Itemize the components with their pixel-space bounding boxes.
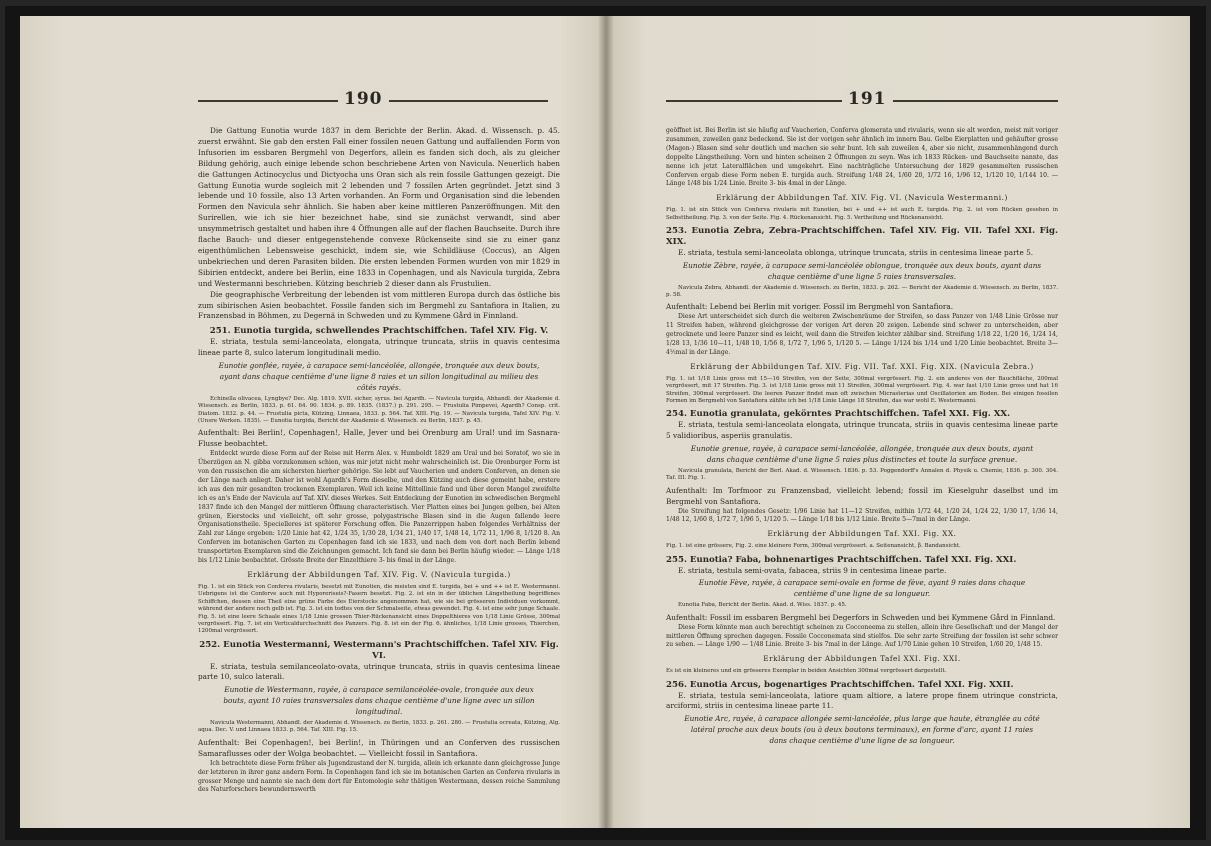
figure-explanation-heading: Erklärung der Abbildungen Taf. XIV. Fig. VII. Taf. XXI. Fig. XIX. (Navicula Zebra.) (690, 361, 1034, 371)
french-diagnosis: Eunotie de Westermann, rayée, à carapace semilancéolée-ovale, tronquée aux deux bouts, ayant 10 raies transversales dans chaque centième d'une ligne avec un sillon longitudinal. (223, 685, 535, 717)
section-heading: 251. Eunotia turgida, schwellendes Prachtschiffchen. Tafel XIV. Fig. V. (209, 326, 549, 337)
french-diagnosis: Eunotie gonflée, rayée, à carapace semi-lancéolée, allongée, tronquée aux deux bouts, ayant dans chaque centième d'une ligne 8 raies et un sillon longitudinal au milieu des côtés rayés. (218, 361, 540, 392)
habitat: Aufenthalt: Lebend bei Berlin mit voriger. Fossil im Bergmehl von Santafiora. (666, 302, 954, 312)
section-heading: 254. Eunotia granulata, gekörntes Prachtschiffchen. Tafel XXI. Fig. XX. (666, 409, 1011, 420)
diagnosis: E. striata, testula semi-ovata, fabacea, striis 9 in centesima lineae parte. (678, 565, 947, 575)
book-gutter (598, 16, 614, 828)
section-heading: 255. Eunotia? Faba, bohnenartiges Prachtschiffchen. Tafel XXI. Fig. XXI. (666, 554, 1017, 565)
figure-explanation: Fig. 1. ist ein Stück von Conferva rivularis, besetzt mit Eunotien, die meisten sind E. turgida, bei + und ++ ist E. Westermanni. Uebrigens ist die Conferve auch mit Hyporeriseis?-Fasern besetzt. Fig. 2. ist ein in der üblichen Längstheilung begriffenes Schiffchen, dessen eine Theil eine grüne Farbe des Eierstocks angenommen hat, wie sie bei grösseren Individuen vorkommt, während der andere noch gelb ist. Fig. 3. ist ein todtes von der Schmalseite, etwas gewendet. Fig. 4. ist eine sehr junge Schaale. Fig. 5. ist eine leere Schaale eines 1/18 Linie grossen Thier-Rückenansicht eines Doppelthieres von 1/18 Linie Grösse, 300mal vergrössert. Fig. 7. ist ein Verticaldurchschnitt des Panzers. Fig. 8. ist ein der Fig. 6. ähnliches, 1/18 Linie grosses, Thierchen, 1200mal vergrössert. (198, 583, 560, 635)
habitat: Aufenthalt: Bei Copenhagen!, bei Berlin!, in Thüringen und an Conferven des russischen Samaraflusses oder der Wolga beobachtet. — Vielleicht fossil in Santafiora. (198, 737, 560, 758)
french-diagnosis: Eunotie grenue, rayée, à carapace semi-lancéolée, allongée, tronquée aux deux bouts, ayant dans chaque centième d'une ligne 5 raies plus distinctes et toute la surface grenue. (690, 444, 1034, 464)
french-diagnosis: Eunotie Fève, rayée, à carapace semi-ovale en forme de fève, ayant 9 raies dans chaque centième d'une ligne de sa longueur. (698, 578, 1026, 599)
distribution-paragraph: Die geographische Verbreitung der lebenden ist vom mittleren Europa durch das östliche bis zum sibirischen Asien beobachtet. Fossile fanden sich im Bergmehl zu Santafiora in Italien, zu Franzensbad in Böhmen, zu Degernä in Schweden und zu Kymmene Gård in Finnland. (198, 289, 560, 321)
figure-explanation: Es ist ein kleineres und ein grösseres Exemplar in beiden Ansichten 300mal vergrössert dargestellt. (666, 668, 947, 675)
left-page (20, 16, 606, 828)
figure-explanation-heading: Erklärung der Abbildungen Taf. XIV. Fig. VI. (Navicula Westermanni.) (716, 193, 1008, 203)
figure-explanation: Fig. 1. ist eine grössere, Fig. 2. eine kleinere Form, 300mal vergrössert. a. Seitenansicht, β. Bandansicht. (666, 543, 961, 550)
description: Die Streifung hat folgendes Gesetz: 1/96 Linie hat 11—12 Streifen, mithin 1/72 44, 1/20 24, 1/24 22, 1/30 17, 1/36 14, 1/48 12, 1/60 8, 1/72 7, 1/96 5, 1/120 5. — Länge 1/18 bis 1/12 Linie. Breite 5—7mal in der Länge. (666, 507, 1058, 524)
page-header (606, 88, 1190, 110)
synonymy: Navicula Zebra, Abhandl. der Akademie d. Wissensch. zu Berlin, 1833. p. 262. — Bericht der Akademie d. Wissensch. zu Berlin, 1837. p. 58. (666, 284, 1058, 298)
diagnosis: E. striata, testula semi-lanceolata oblonga, utrinque truncata, striis in centesima lineae parte 5. (678, 247, 1034, 257)
continued-paragraph: geöffnet ist. Bei Berlin ist sie häufig auf Vaucherien, Conferva glomerata und rivularis, wenn sie alt werden, meist mit voriger zusammen, zuweilen ganz bedeckend. Sie ist der vorigen sehr ähnlich im innern Bau. Gelbe Eierplatten und gehäufter grosse (Magen-) Blasen sind sehr deutlich und machen sie sehr bunt. Ich sah zuweilen 4, aber sie nicht, zusammenhängend durch doppelte Längstheilung. Vorn und hinten scheinen 2 Öffnungen zu seyn. Was ich 1833 Rücken- und Bauchseite nannte, das nenne ich jetzt Lateralflächen und umgekehrt. Eine nachträgliche Untersuchung der 1829 gesammelten russischen Conferven ergab diese Form neben E. turgida auch. Streifung 1/48 24, 1/60 20, 1/72 16, 1/96 12, 1/120 10, 1/144 10. — Länge 1/48 bis 1/24 Linie. Breite 3- bis 4mal in der Länge. (666, 127, 1058, 188)
habitat: Aufenthalt: Bei Berlin!, Copenhagen!, Halle, Jever und bei Orenburg am Ural! und im Sasnara-Flusse beobachtet. (198, 428, 560, 449)
intro-paragraph: Die Gattung Eunotia wurde 1837 in dem Berichte der Berlin. Akad. d. Wissensch. p. 45. zuerst erwähnt. Sie gab den ersten Fall einer fossilen neuen Gattung und auffallenden Form von Infusorien im essbaren Bergmehl von Degerfors, allein es fanden sich doch, als zu gleicher Bildung gehörig, auch einige lebende schon beschriebene Arten von Navicula. Neuerlich haben die Gattungen Actinocyclus und Dictyocha uns Oran sich als rein fossile Gattungen gezeigt. Die Gattung Eunotia wurde sogleich mit 2 lebenden und 7 fossilen Arten gegründet. Jetzt sind 3 lebende und 10 fossile, also 13 Arten vorhanden. An Form und Organisation sind die lebenden Formen den Navicula sehr ähnlich. Sie haben aber keine mittleren Panzeröffnungen. Mit den Surirellen, wie ich sie hier bezeichnet habe, sind sie zunächst verwandt, sind aber unsymmetrisch gestaltet und haben ihre 4 Öffnungen alle auf der flachen Bauchseite. Durch ihre flache Bauch- und dieser entgegenstehende convexe Rückenseite sind sie zu einer ganz eigenthümlichen Lebensweise geschickt, indem sie, wie Schildläuse (Coccus), an Algen unbekriechen und deren Parasiten bilden. Die ersten lebenden Formen wurden von mir 1829 in Sibirien entdeckt, andere bei Berlin, eine 1833 in Copenhagen, und als Navicula turgida, Zebra und Westermanni beschrieben. Kützing beschrieb 2 dieser dann als Frustulien. (198, 126, 560, 288)
description: Entdeckt wurde diese Form auf der Reise mit Herrn Alex. v. Humboldt 1829 am Ural und bei Soratof, wo sie in Überzügen an N. gibba vorzukommen schien, was mir jetzt nicht mehr wahrscheinlich ist. Die Orenburger Form ist von den russischen die am sichersten hierher gehörige. Sie lebt auf Vaucherien und andern Conferven, an denen sie der Länge nach anliegt. Daher ist wohl Agardh's Form dieselbe, und den Kützing auch diese gemeint habe, erstere ich aus den mir gesandten trockenen Exemplaren. Weil ich keine Mittellinie fand und über deren Mangel zweifelte ich es an's Ende der Navicula auf Taf. XIV. dieses Werkes. Seit Entdeckung der Eunotien im schwedischen Bergmehl 1837 finde ich den Mangel der mittleren Öffnung characteristisch. Vier Platten eines bei Jungen gelben, bei Alten grünen, Eierstocks und vielleicht, oft sehr grosse, polygastrische Blasen sind in die Augen fallende leere Organisationstheile. Specielleres ist späterer Forschung offen. Die Panzerrippen haben folgendes Verhältniss der Zahl zur Länge ergeben: 1/20 Linie hat 42, 1/24 35, 1/30 28, 1/34 21, 1/40 17, 1/48 14, 1/72 11, 1/96 8, 1/120 8. An Conferven im botanischen Garten zu Copenhagen fand ich sie 1833, und nach dem von dort nach Berlin lebend transportirten Exemplaren sind die Zeichnungen gemacht. Ich fand sie dann bei Berlin häufig wieder. — Länge 1/18 bis 1/12 Linie beobachtet. Grösste Breite der Einzelthiere 3- bis 6mal in der Länge. (198, 450, 560, 565)
french-diagnosis: Eunotie Zèbre, rayée, à carapace semi-lancéolée oblongue, tronquée aux deux bouts, ayant dans chaque centième d'une ligne 5 raies transversales. (682, 260, 1042, 281)
description: Diese Form könnte man auch berechtigt scheinen zu Cocconeema zu stellen, allein ihre Gesellschaft und der Mangel der mittleren Öffnung sprechen dagegen. Fossile Cocconemata sind stielfos. Die sehr zarte Streifung der fossilen ist sehr schwer zu sehen. — Länge 1/90 — 1/48 Linie. Breite 3- bis 7mal in der Länge. Auf 1/70 Linie gehen 10 Streifen, 1/60 20, 1/48 15. (666, 623, 1058, 649)
figure-explanation: Fig. 1. ist ein Stück von Conferva rivularis mit Eunotien, bei + und ++ ist auch E. turgida. Fig. 2. ist vom Rücken gesehen in Selbsttheilung. Fig. 3. von der Seite. Fig. 4. Rückenansicht. Fig. 5. Vertheilung und Rückenansicht. (666, 207, 1058, 221)
synonymy: Echinella olivacea, Lyngbye? Dec. Alg. 1819. XVII. sicher, syrus. bei Agardh. — Navicula turgida, Abhandl. der Akademie d. Wissensch. zu Berlin, 1833. p. 61. 64. 90. 1834. p. 89. 1835. (1837.) p. 291. 295. — Frustulia Pimpevei, Agardh? Consp. crit. Diatom. 1832. p. 44. — Frustulia picta, Kützing, Linnaea, 1833. p. 564. Taf. XIII. Fig. 19. — Navicula turgida, Tafel XIV. Fig. V. (Unsre Werken. 1835). — Eunotia turgida, Bericht der Akademie d. Wissensch. zu Berlin, 1837. p. 45. (198, 395, 560, 424)
figure-explanation-heading: Erklärung der Abbildungen Tafel XXI. Fig. XXI. (763, 654, 961, 664)
diagnosis: E. striata, testula semilanceolato-ovata, utrinque truncata, striis in quavis centesima lineae parte 10, sulco laterali. (198, 661, 560, 682)
page-number: 190 (338, 88, 389, 110)
figure-explanation: Fig. 1. ist 1/18 Linie gross mit 15—16 Streifen, von der Seite, 300mal vergrössert. Fig. 2. ein anderes von der Bauchfläche, 200mal vergrössert, mit 17 Streifen. Fig. 3. ist 1/18 Linie gross mit 11 Streifen, 300mal vergrössert. Fig. 4. war fast 1/10 Linie gross und hat 16 Streifen, 300mal vergrössert. Die leeren Panzer findet man oft zwischen Micrasterias und Oscillatorien am Boden. Bei einigen fossilen Formen im Bergmehl von Santafiora zählte ich bei 1/18 Linie Länge 18 Streifen, das war wohl E. Westermanni. (666, 375, 1058, 404)
page-number: 191 (842, 88, 893, 110)
right-text-block (666, 127, 1058, 749)
synonymy: Eunotia Faba, Bericht der Berlin. Akad. d. Wiss. 1837. p. 45. (678, 602, 847, 609)
synonymy: Navicula granulata, Bericht der Berl. Akad. d. Wissensch. 1836. p. 53. Poggendorff's Annalen d. Physik u. Chemie, 1836. p. 300. 304. Taf. III. Fig. 1. (666, 467, 1058, 482)
figure-explanation-heading: Erklärung der Abbildungen Taf. XXI. Fig. XX. (767, 529, 957, 539)
diagnosis: E. striata, testula semi-lanceolata, latiore quam altiore, a latere prope finem utrinque constricta, arciformi, striis in centesima lineae parte 11. (666, 690, 1058, 711)
section-heading: 252. Eunotia Westermanni, Westermann's Prachtschiffchen. Tafel XIV. Fig. VI. (199, 639, 559, 661)
french-diagnosis: Eunotie Arc, rayée, à carapace allongée semi-lancéolée, plus large que haute, étranglée au côté latéral proche aux deux bouts (ou à deux boutons terminaux), en forme d'arc, ayant 11 raies dans chaque centième d'une ligne de sa longueur. (684, 714, 1040, 746)
page-header (20, 88, 606, 110)
section-heading: 253. Eunotia Zebra, Zebra-Prachtschiffchen. Tafel XIV. Fig. VII. Tafel XXI. Fig. XIX. (666, 226, 1058, 247)
left-text-block (198, 126, 560, 795)
section-heading: 256. Eunotia Arcus, bogenartiges Prachtschiffchen. Tafel XXI. Fig. XXII. (666, 679, 1014, 690)
diagnosis: E. striata, testula semi-lanceolata elongata, utrinque truncata, striis in quavis centesima lineae parte 5 validioribus, asperiis granulatis. (666, 420, 1058, 441)
description: Diese Art unterscheidet sich durch die weiteren Zwischenräume der Streifen, so dass Panzer von 1/48 Linie Grösse nur 11 Streifen haben, während gleichgrosse der vorigen Art deren 20 zeigen. Lebende sind schwer zu unterscheiden, aber getrocknete und leere Panzer sind es leicht, weil dann die Streifen leichter zählbar sind. Streifung 1/18 22, 1/20 16, 1/24 14, 1/28 13, 1/36 10—11, 1/48 10, 1/56 8, 1/72 7, 1/96 5, 1/120 5. — Länge 1/124 bis 1/14 und 1/20 Linie beobachtet. Breite 3—4½mal in der Länge. (666, 313, 1058, 356)
synonymy: Navicula Westermanni, Abhandl. der Akademie d. Wissensch. zu Berlin, 1833. p. 261. 280. — Frustulia ocreata, Kützing, Alg. aqua. Dec. V. und Linnaea 1833. p. 564. Taf. XIII. Fig. 15. (198, 720, 560, 734)
habitat: Aufenthalt: Fossil im essbaren Bergmehl bei Degerfors in Schweden und bei Kymmene Gård in Finnland. (666, 612, 1056, 622)
habitat: Aufenthalt: Im Torfmoor zu Franzensbad, vielleicht lebend; fossil im Kieselguhr daselbst und im Bergmehl von Santafiora. (666, 485, 1058, 506)
description: Ich betrachtete diese Form früher als Jugendzustand der N. turgida, allein ich erkannte dann gleichgrosse Junge der letzteren in ihrer ganz andern Form. In Copenhagen fand ich sie im botanischen Garten an Conferva rivularis in grosser Menge und nannte sie nach dem dort für Entomologie sehr thätigen Westermann, dessen reiche Sammlung des Naturforschers bewundernswerth (198, 759, 560, 794)
right-page (606, 16, 1190, 828)
figure-explanation-heading: Erklärung der Abbildungen Taf. XIV. Fig. V. (Navicula turgida.) (247, 569, 511, 579)
diagnosis: E. striata, testula semi-lanceolata, elongata, utrinque truncata, striis in quavis centesima lineae parte 8, sulco laterum longitudinali medio. (198, 337, 560, 358)
